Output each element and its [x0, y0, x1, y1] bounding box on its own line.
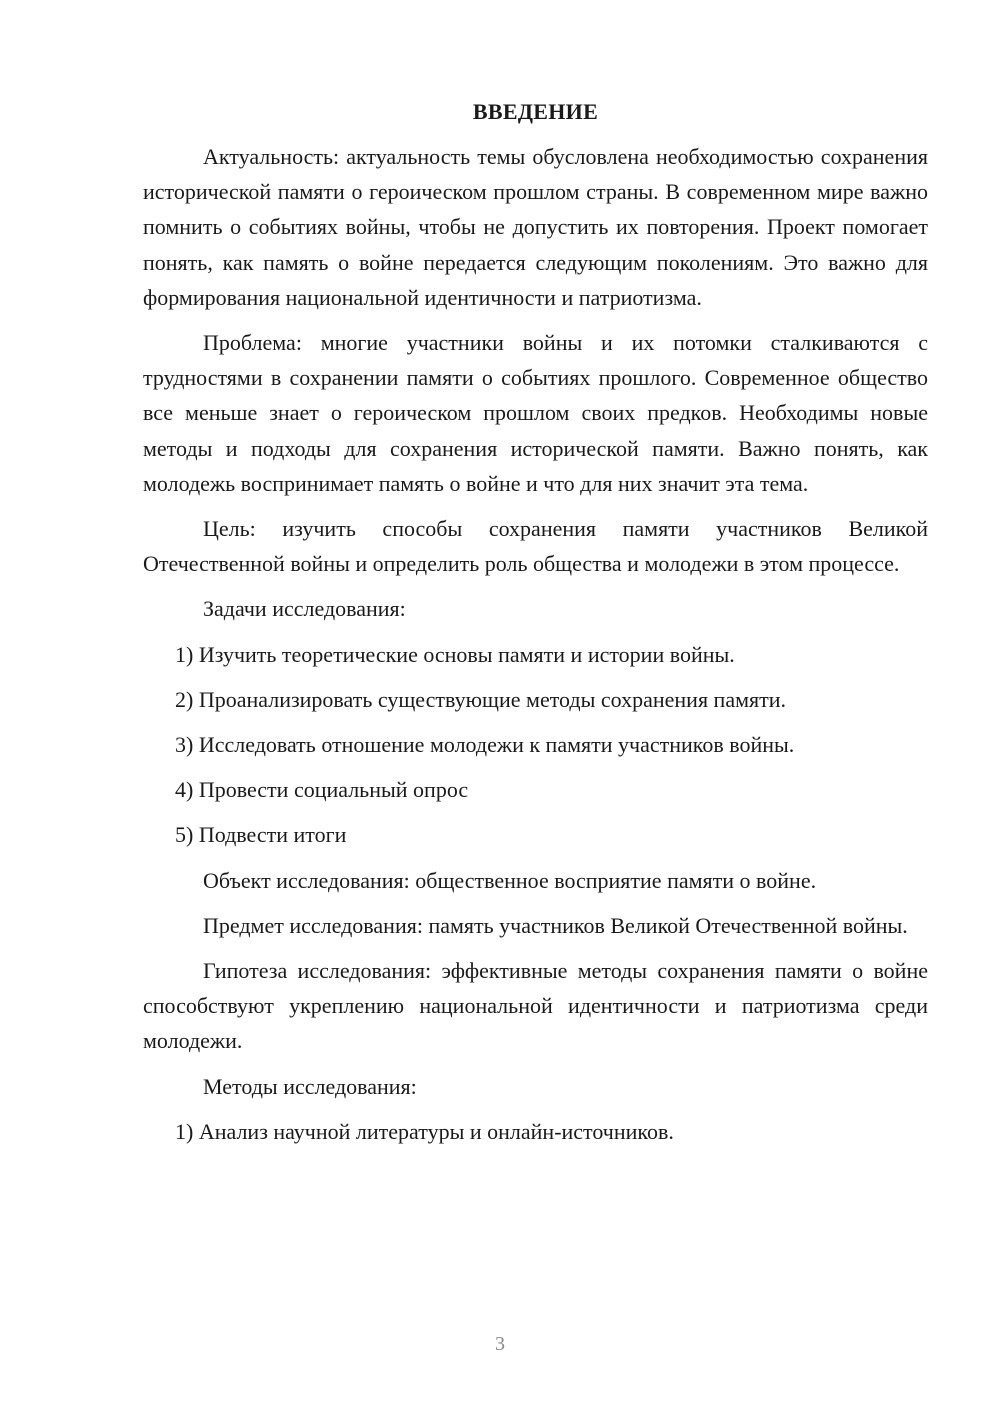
hypothesis-paragraph: Гипотеза исследования: эффективные методы сохранения памяти о войне способствуют укреплению национальной идентичности и патриотизма среди молодежи. [143, 958, 928, 1054]
document-page [143, 94, 928, 1159]
task-item: 4) Провести социальный опрос [175, 777, 469, 803]
page-number: 3 [495, 1333, 505, 1355]
task-item: 1) Изучить теоретические основы памяти и истории войны. [175, 641, 735, 667]
goal-paragraph: Цель: изучить способы сохранения памяти участников Великой Отечественной войны и определить роль общества и молодежи в этом процессе. [143, 516, 928, 577]
task-item: 2) Проанализировать существующие методы сохранения памяти. [175, 686, 787, 712]
methods-title: Методы исследования: [203, 1073, 417, 1099]
page-title: ВВЕДЕНИЕ [472, 99, 599, 124]
tasks-title: Задачи исследования: [203, 596, 406, 622]
relevance-paragraph: Актуальность: актуальность темы обусловлена необходимостью сохранения исторической памяти о героическом прошлом страны. В современном мире важно помнить о событиях войны, чтобы не допустить их повторения. Проект помогает понять, как память о войне передается следующим поколениям. Это важно для формирования национальной идентичности и патриотизма. [143, 144, 928, 310]
method-item: 1) Анализ научной литературы и онлайн-источников. [175, 1118, 674, 1144]
task-item: 3) Исследовать отношение молодежи к памяти участников войны. [175, 732, 795, 758]
problem-paragraph: Проблема: многие участники войны и их потомки сталкиваются с трудностями в сохранении памяти о событиях прошлого. Современное общество все меньше знает о героическом прошлом своих предков. Необходимы новые методы и подходы для сохранения исторической памяти. Важно понять, как молодежь воспринимает память о войне и что для них значит эта тема. [143, 330, 928, 496]
subject-paragraph: Предмет исследования: память участников Великой Отечественной войны. [203, 912, 908, 938]
object-paragraph: Объект исследования: общественное восприятие памяти о войне. [203, 867, 817, 893]
task-item: 5) Подвести итоги [175, 822, 347, 848]
